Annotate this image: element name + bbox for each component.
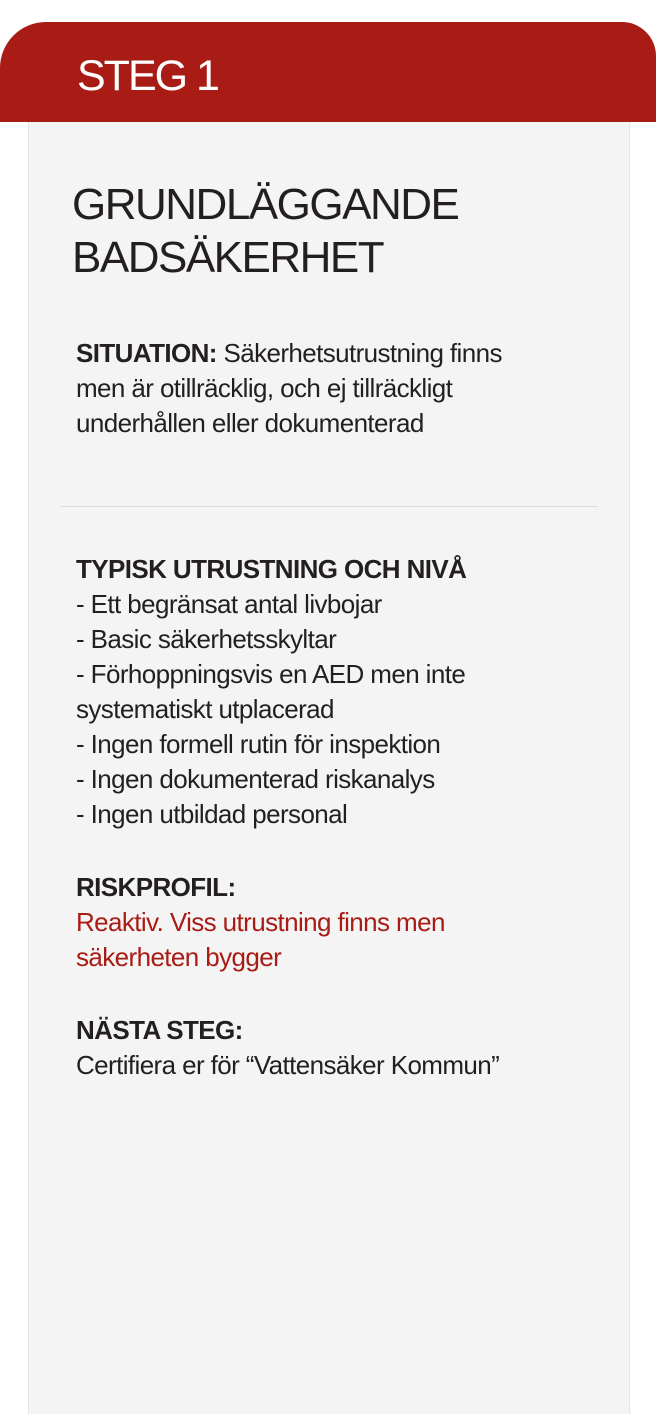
equipment-item: - Förhoppningsvis en AED men inte: [76, 659, 466, 689]
step-header: [0, 22, 656, 122]
risk-profile-text: Reaktiv. Viss utrustning finns men: [76, 907, 445, 937]
equipment-item: - Basic säkerhetsskyltar: [76, 624, 337, 654]
equipment-item: - Ingen dokumenterad riskanalys: [76, 764, 435, 794]
situation-first-line: [76, 336, 606, 371]
equipment-item: - Ingen formell rutin för inspektion: [76, 729, 441, 759]
situation-text: men är otillräcklig, och ej tillräckligt: [76, 373, 453, 403]
situation-section: [76, 336, 606, 441]
equipment-heading: TYPISK UTRUSTNING OCH NIVÅ: [76, 554, 467, 584]
title-line: GRUNDLÄGGANDE: [72, 180, 459, 229]
equipment-item: systematiskt utplacerad: [76, 694, 334, 724]
risk-profile-heading: RISKPROFIL:: [76, 872, 236, 902]
next-step-heading: NÄSTA STEG:: [76, 1015, 243, 1045]
next-step-section: [76, 1013, 499, 1083]
situation-text: Säkerhetsutrustning finns: [216, 338, 502, 368]
situation-label: SITUATION:: [76, 338, 217, 368]
equipment-section: [76, 552, 466, 832]
next-step-text: Certifiera er för “Vattensäker Kommun”: [76, 1050, 500, 1080]
section-divider: [60, 506, 598, 507]
equipment-item: - Ingen utbildad personal: [76, 799, 348, 829]
risk-profile-section: [76, 870, 445, 975]
title-line: BADSÄKERHET: [72, 233, 384, 282]
risk-profile-text: säkerheten bygger: [76, 942, 282, 972]
equipment-item: - Ett begränsat antal livbojar: [76, 589, 382, 619]
card-title: [72, 178, 592, 284]
situation-text: underhållen eller dokumenterad: [76, 408, 424, 438]
step-label: STEG 1: [77, 52, 218, 100]
